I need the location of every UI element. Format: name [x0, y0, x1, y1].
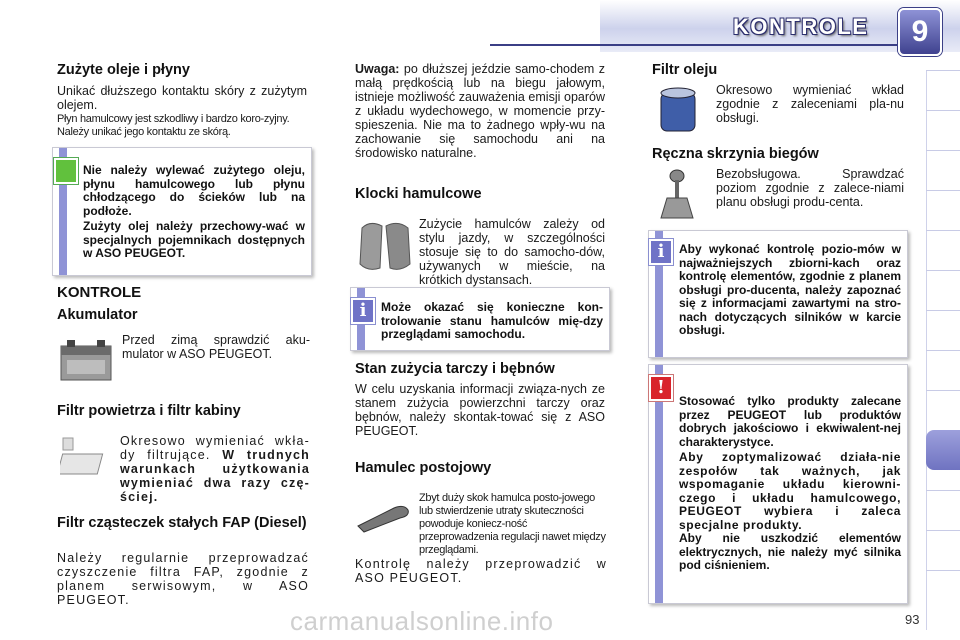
side-tab[interactable]	[926, 70, 960, 95]
side-tab[interactable]	[926, 310, 960, 335]
gearbox-text: Bezobsługowa. Sprawdzać poziom zgodnie z zalece-niami planu obsługi produ-centa.	[716, 167, 904, 209]
side-tab[interactable]	[926, 530, 960, 555]
side-tab[interactable]	[926, 190, 960, 215]
chapter-badge: 9	[898, 8, 942, 56]
eco-text-2: Zużyty olej należy przechowy-wać w specjalnych pojemnikach dostępnych w ASO PEUGEOT.	[83, 219, 305, 260]
warning-text-1: Stosować tylko produkty zalecane przez PEUGEOT lub produktów dobrych jakościowo i ekwiwalent-nej charakterystyce.	[679, 394, 901, 449]
section-title-oils: Zużyte oleje i płyny	[57, 62, 190, 78]
eco-box	[52, 147, 312, 276]
filter-text	[120, 434, 310, 504]
cabin-filter-image	[60, 434, 110, 476]
pads-info-box	[350, 287, 610, 351]
battery-text: Przed zimą sprawdzić aku-mulator w ASO PEUGEOT.	[122, 333, 310, 361]
eco-icon	[54, 158, 78, 184]
page-number: 93	[905, 612, 920, 627]
section-title-fap: Filtr cząsteczek stałych FAP (Diesel)	[57, 515, 307, 531]
battery-image	[57, 336, 115, 384]
section-title-pads: Klocki hamulcowe	[355, 186, 482, 202]
side-tab[interactable]	[926, 270, 960, 295]
warning-icon: !	[649, 375, 673, 401]
section-title-discs: Stan zużycia tarczy i bębnów	[355, 361, 555, 377]
section-title-kontrole: KONTROLE	[57, 284, 142, 301]
info-icon: i	[649, 239, 673, 265]
side-tab[interactable]	[926, 230, 960, 255]
watermark: carmanualsonline.info	[290, 606, 554, 636]
side-tab[interactable]	[926, 110, 960, 135]
eco-text-1: Nie należy wylewać zużytego oleju, płynu hamulcowego lub płynu chłodzącego do ścieków lub na podłoże.	[83, 163, 305, 218]
note-text	[355, 62, 605, 160]
discs-text: W celu uzyskania informacji związa-nych ze stanem zużycia powierzchni tarczy oraz bębnów, należy skontak-tować się z ASO PEUGEOT.	[355, 382, 605, 438]
section-title-oil-filter: Filtr oleju	[652, 62, 718, 78]
filter-text-bold: W trudnych warunkach użytkowania wymieniać dwa razy czę-ściej.	[120, 448, 310, 504]
side-tab[interactable]	[926, 390, 960, 415]
side-tab[interactable]	[926, 150, 960, 175]
levels-info-box	[648, 230, 908, 358]
side-tab[interactable]	[926, 570, 960, 595]
page-title: KONTROLE	[733, 14, 869, 39]
section-title-battery: Akumulator	[57, 307, 138, 323]
warning-text-3c: myć silnika pod ciśnieniem.	[679, 544, 901, 572]
note-body: po dłuższej jeździe samo-chodem z małą prędkością lub na biegu jałowym, istnieje możliwość zauważenia emisji oparów z układu wydechowego, w momencie przy-spieszenia. Nie ma to żadnego wpły-wu na zachowanie się samochodu ani na środowisko naturalne.	[355, 62, 605, 160]
pads-info-text: Może okazać się konieczne kon-trolowanie stanu hamulców mię-dzy przeglądami samochodu.	[381, 300, 603, 341]
warning-box	[648, 364, 908, 604]
side-tab[interactable]	[926, 490, 960, 515]
oil-filter-text: Okresowo wymieniać wkład zgodnie z zaleceniami pla-nu obsługi.	[716, 83, 904, 125]
parking-brake-text: Kontrolę należy przeprowadzić w ASO PEUGEOT.	[355, 557, 607, 585]
brake-pads-image	[354, 216, 416, 276]
header-rule	[490, 44, 910, 46]
warning-text-3b: nie należy	[767, 544, 828, 559]
info-icon: i	[351, 298, 375, 324]
section-title-gearbox: Ręczna skrzynia biegów	[652, 146, 819, 162]
oils-text: Unikać dłuższego kontaktu skóry z zużytym olejem.	[57, 84, 307, 112]
parking-brake-image	[354, 498, 414, 538]
warning-text-3	[679, 532, 901, 573]
note-label: Uwaga:	[355, 62, 400, 76]
section-title-filter: Filtr powietrza i filtr kabiny	[57, 403, 241, 419]
levels-info-text: Aby wykonać kontrolę pozio-mów w najważniejszych zbiorni-kach oraz kontrolę elementów, zgodnie z planem obsługi pro-ducenta, należy zapoznać się z informacjami zawartymi na stro-nach dotyczących silników w karcie obsługi.	[679, 242, 901, 337]
filter-text-normal: Okresowo wymieniać wkła-dy filtrujące.	[120, 434, 310, 462]
pads-text: Zużycie hamulców zależy od stylu jazdy, w szczególności stosuje się to do samocho-dów, używanych w mieście, na krótkich dystansach.	[419, 217, 605, 287]
fap-text: Należy regularnie przeprowadzać czyszczenie filtra FAP, zgodnie z planem serwisowym, w ASO PEUGEOT.	[57, 551, 309, 607]
side-tab[interactable]	[926, 350, 960, 375]
parking-brake-small-text: Zbyt duży skok hamulca posto-jowego lub stwierdzenie utraty skuteczności powoduje koniecz-ność przeprowadzenia regulacji nawet między przeglądami.	[419, 492, 606, 556]
gear-lever-image	[655, 168, 699, 222]
warning-text-3a: Aby nie uszkodzić elementów elektrycznych,	[679, 531, 901, 559]
side-tab-active[interactable]	[926, 430, 960, 470]
oil-filter-image	[655, 85, 701, 137]
warning-text-2: Aby zoptymalizować działa-nie zespołów tak ważnych, jak wspomaganie układu kierowni-czego i układu hamulcowego, PEUGEOT wybiera i zaleca specjalne produkty.	[679, 450, 901, 532]
oils-small-text: Płyn hamulcowy jest szkodliwy i bardzo koro-zyjny. Należy unikać jego kontaktu ze skórą.	[57, 113, 290, 138]
section-title-parking-brake: Hamulec postojowy	[355, 460, 492, 476]
